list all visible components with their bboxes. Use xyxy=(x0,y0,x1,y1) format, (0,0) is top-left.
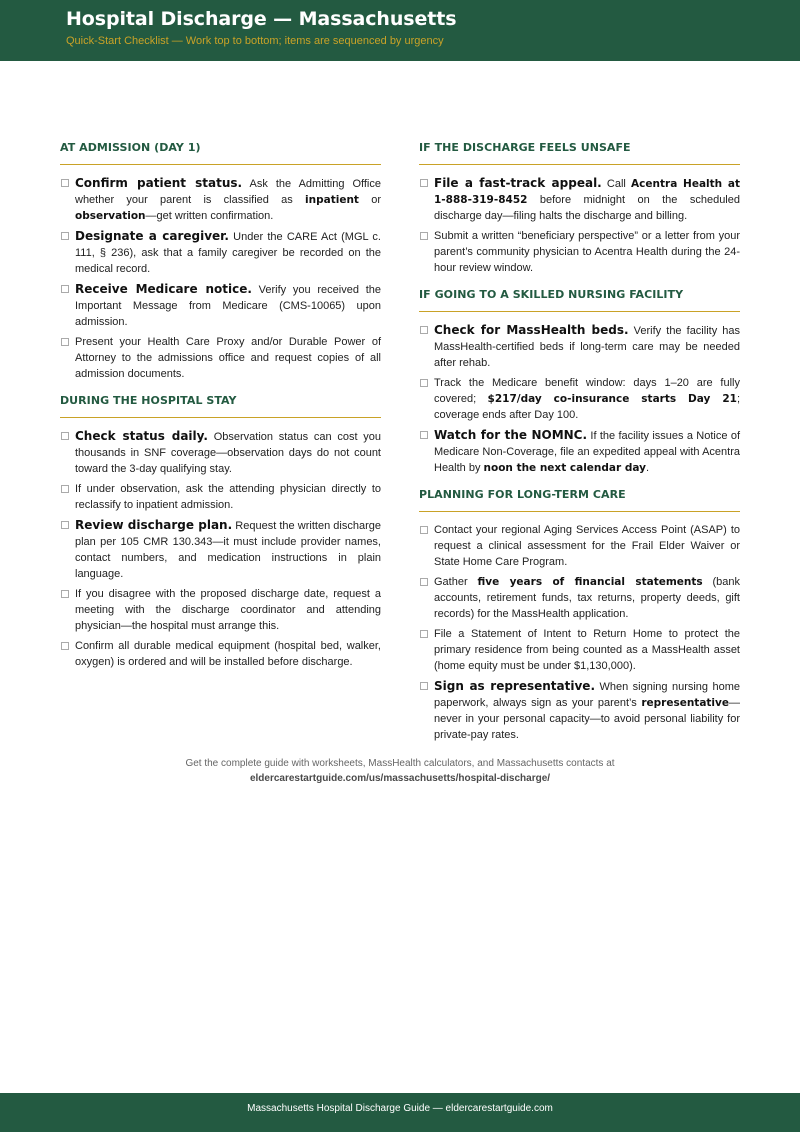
item-lead: Receive Medicare notice. xyxy=(75,282,252,296)
item-text: Gather xyxy=(434,576,478,588)
checklist-item xyxy=(60,175,381,224)
checkbox[interactable] xyxy=(420,526,428,534)
item-lead: Confirm patient status. xyxy=(75,176,243,190)
checklist-section xyxy=(60,393,381,670)
checklist-item xyxy=(419,678,740,743)
checklist-item xyxy=(419,626,740,674)
checkbox[interactable] xyxy=(61,485,69,493)
checkbox[interactable] xyxy=(61,179,69,187)
checkbox[interactable] xyxy=(61,432,69,440)
item-text: —get written confirmation. xyxy=(145,210,274,222)
item-text: Verify you received the Important Message from Medicare (CMS-10065) upon admission. xyxy=(75,284,382,328)
checkbox[interactable] xyxy=(61,232,69,240)
page-header xyxy=(0,0,800,61)
checklist-item xyxy=(60,481,381,513)
section-heading: PLANNING FOR LONG-TERM CARE xyxy=(419,487,740,512)
item-emphasis: representative xyxy=(641,697,729,709)
item-emphasis: five years of financial statements xyxy=(477,576,703,588)
item-lead: Check for MassHealth beds. xyxy=(434,323,629,337)
item-text: If the facility issues a Notice of Medicare Non-Coverage, file an expedited appeal with Acentra Health by xyxy=(434,430,740,474)
item-text: If under observation, ask the attending physician directly to reclassify to inpatient admission. xyxy=(75,483,381,511)
item-text: Submit a written “beneficiary perspective” or a letter from your parent’s community physician to Acentra Health during the 24-hour review window. xyxy=(434,230,740,274)
item-emphasis: inpatient xyxy=(305,194,359,206)
checklist-section xyxy=(60,140,381,382)
checkbox[interactable] xyxy=(420,682,428,690)
checklist-item xyxy=(60,586,381,634)
checklist-section xyxy=(419,287,740,476)
checkbox[interactable] xyxy=(61,642,69,650)
checkbox[interactable] xyxy=(420,232,428,240)
checklist-item xyxy=(419,522,740,570)
page-footer xyxy=(0,1093,800,1132)
page-subtitle: Quick-Start Checklist — Work top to bottom; items are sequenced by urgency xyxy=(66,35,444,47)
item-lead: Watch for the NOMNC. xyxy=(434,428,588,442)
item-text: Under the CARE Act (MGL c. 111, § 236), ask that a family caregiver be recorded on the medical record. xyxy=(75,231,381,275)
section-heading: IF GOING TO A SKILLED NURSING FACILITY xyxy=(419,287,740,312)
checklist-item xyxy=(60,428,381,477)
item-emphasis: noon the next calendar day xyxy=(483,462,646,474)
item-text: File a Statement of Intent to Return Home to protect the primary residence from being counted as a MassHealth asset (home equity must be under $1,130,000). xyxy=(434,628,740,672)
left-column xyxy=(60,140,381,681)
checkbox[interactable] xyxy=(420,578,428,586)
guide-callout xyxy=(0,756,800,786)
item-text: Observation status can cost you thousands in SNF coverage—observation days do not count toward the 3-day qualifying stay. xyxy=(75,431,382,475)
item-text: Verify the facility has MassHealth-certified beds if long-term care may be needed after rehab. xyxy=(434,325,741,369)
page-title: Hospital Discharge — Massachusetts xyxy=(66,8,457,30)
checklist-item xyxy=(60,638,381,670)
item-text: —never in your personal capacity—to avoid personal liability for private-pay rates. xyxy=(434,697,740,741)
checklist-section xyxy=(419,140,740,276)
item-emphasis: Acentra Health at 1-888-319-8452 xyxy=(434,178,741,206)
checkbox[interactable] xyxy=(61,590,69,598)
checklist-item xyxy=(419,175,740,224)
item-text: When signing nursing home paperwork, always sign as your parent’s xyxy=(434,681,741,709)
item-text: (bank accounts, retirement funds, tax returns, property deeds, gift records) for the MassHealth application. xyxy=(434,576,741,620)
checklist-item xyxy=(60,517,381,582)
item-emphasis: observation xyxy=(75,210,146,222)
item-text: Confirm all durable medical equipment (hospital bed, walker, oxygen) is ordered and will be installed before discharge. xyxy=(75,640,381,668)
checklist-item xyxy=(60,228,381,277)
guide-callout-text: Get the complete guide with worksheets, MassHealth calculators, and Massachusetts contacts at xyxy=(185,758,615,769)
checklist-item xyxy=(60,281,381,330)
item-lead: Review discharge plan. xyxy=(75,518,233,532)
checklist-section xyxy=(419,487,740,743)
section-heading: AT ADMISSION (DAY 1) xyxy=(60,140,381,165)
checkbox[interactable] xyxy=(420,431,428,439)
checkbox[interactable] xyxy=(420,326,428,334)
item-text: Request the written discharge plan per 105 CMR 130.343—it must include provider names, contact numbers, and medication instructions in plain language. xyxy=(75,520,381,580)
checklist-item xyxy=(419,228,740,276)
guide-url-link[interactable]: eldercarestartguide.com/us/massachusetts/hospital-discharge/ xyxy=(249,773,551,784)
item-lead: File a fast-track appeal. xyxy=(434,176,602,190)
checklist-item xyxy=(419,574,740,622)
checkbox[interactable] xyxy=(61,338,69,346)
checkbox[interactable] xyxy=(420,379,428,387)
checkbox[interactable] xyxy=(61,521,69,529)
checkbox[interactable] xyxy=(61,285,69,293)
item-lead: Designate a caregiver. xyxy=(75,229,229,243)
item-text: Call xyxy=(601,178,632,190)
checklist-item xyxy=(419,427,740,476)
checkbox[interactable] xyxy=(420,630,428,638)
checklist-item xyxy=(419,322,740,371)
section-heading: DURING THE HOSPITAL STAY xyxy=(60,393,381,418)
item-emphasis: $217/day co-insurance starts Day 21 xyxy=(487,393,737,405)
item-lead: Sign as representative. xyxy=(434,679,596,693)
item-text: Present your Health Care Proxy and/or Durable Power of Attorney to the admissions office and request copies of all admission documents. xyxy=(75,336,381,380)
checklist-item xyxy=(60,334,381,382)
item-lead: Check status daily. xyxy=(75,429,208,443)
checkbox[interactable] xyxy=(420,179,428,187)
item-text: . xyxy=(645,462,650,474)
item-text: or xyxy=(358,194,381,206)
item-text: Ask the Admitting Office whether your parent is classified as xyxy=(75,178,381,206)
item-text: If you disagree with the proposed discharge date, request a meeting with the discharge coordinator and attending physician—the hospital must arrange this. xyxy=(75,588,381,632)
footer-text: Massachusetts Hospital Discharge Guide — eldercarestartguide.com xyxy=(247,1103,553,1114)
right-column xyxy=(419,140,740,754)
item-text: Track the Medicare benefit window: days 1–20 are fully covered; xyxy=(434,377,740,405)
checklist-item xyxy=(419,375,740,423)
item-text: Contact your regional Aging Services Access Point (ASAP) to request a clinical assessment for the Frail Elder Waiver or State Home Care Program. xyxy=(434,524,740,568)
item-text: before midnight on the scheduled discharge day—filing halts the discharge and billing. xyxy=(434,194,740,222)
item-text: ; coverage ends after Day 100. xyxy=(434,393,740,421)
section-heading: IF THE DISCHARGE FEELS UNSAFE xyxy=(419,140,740,165)
